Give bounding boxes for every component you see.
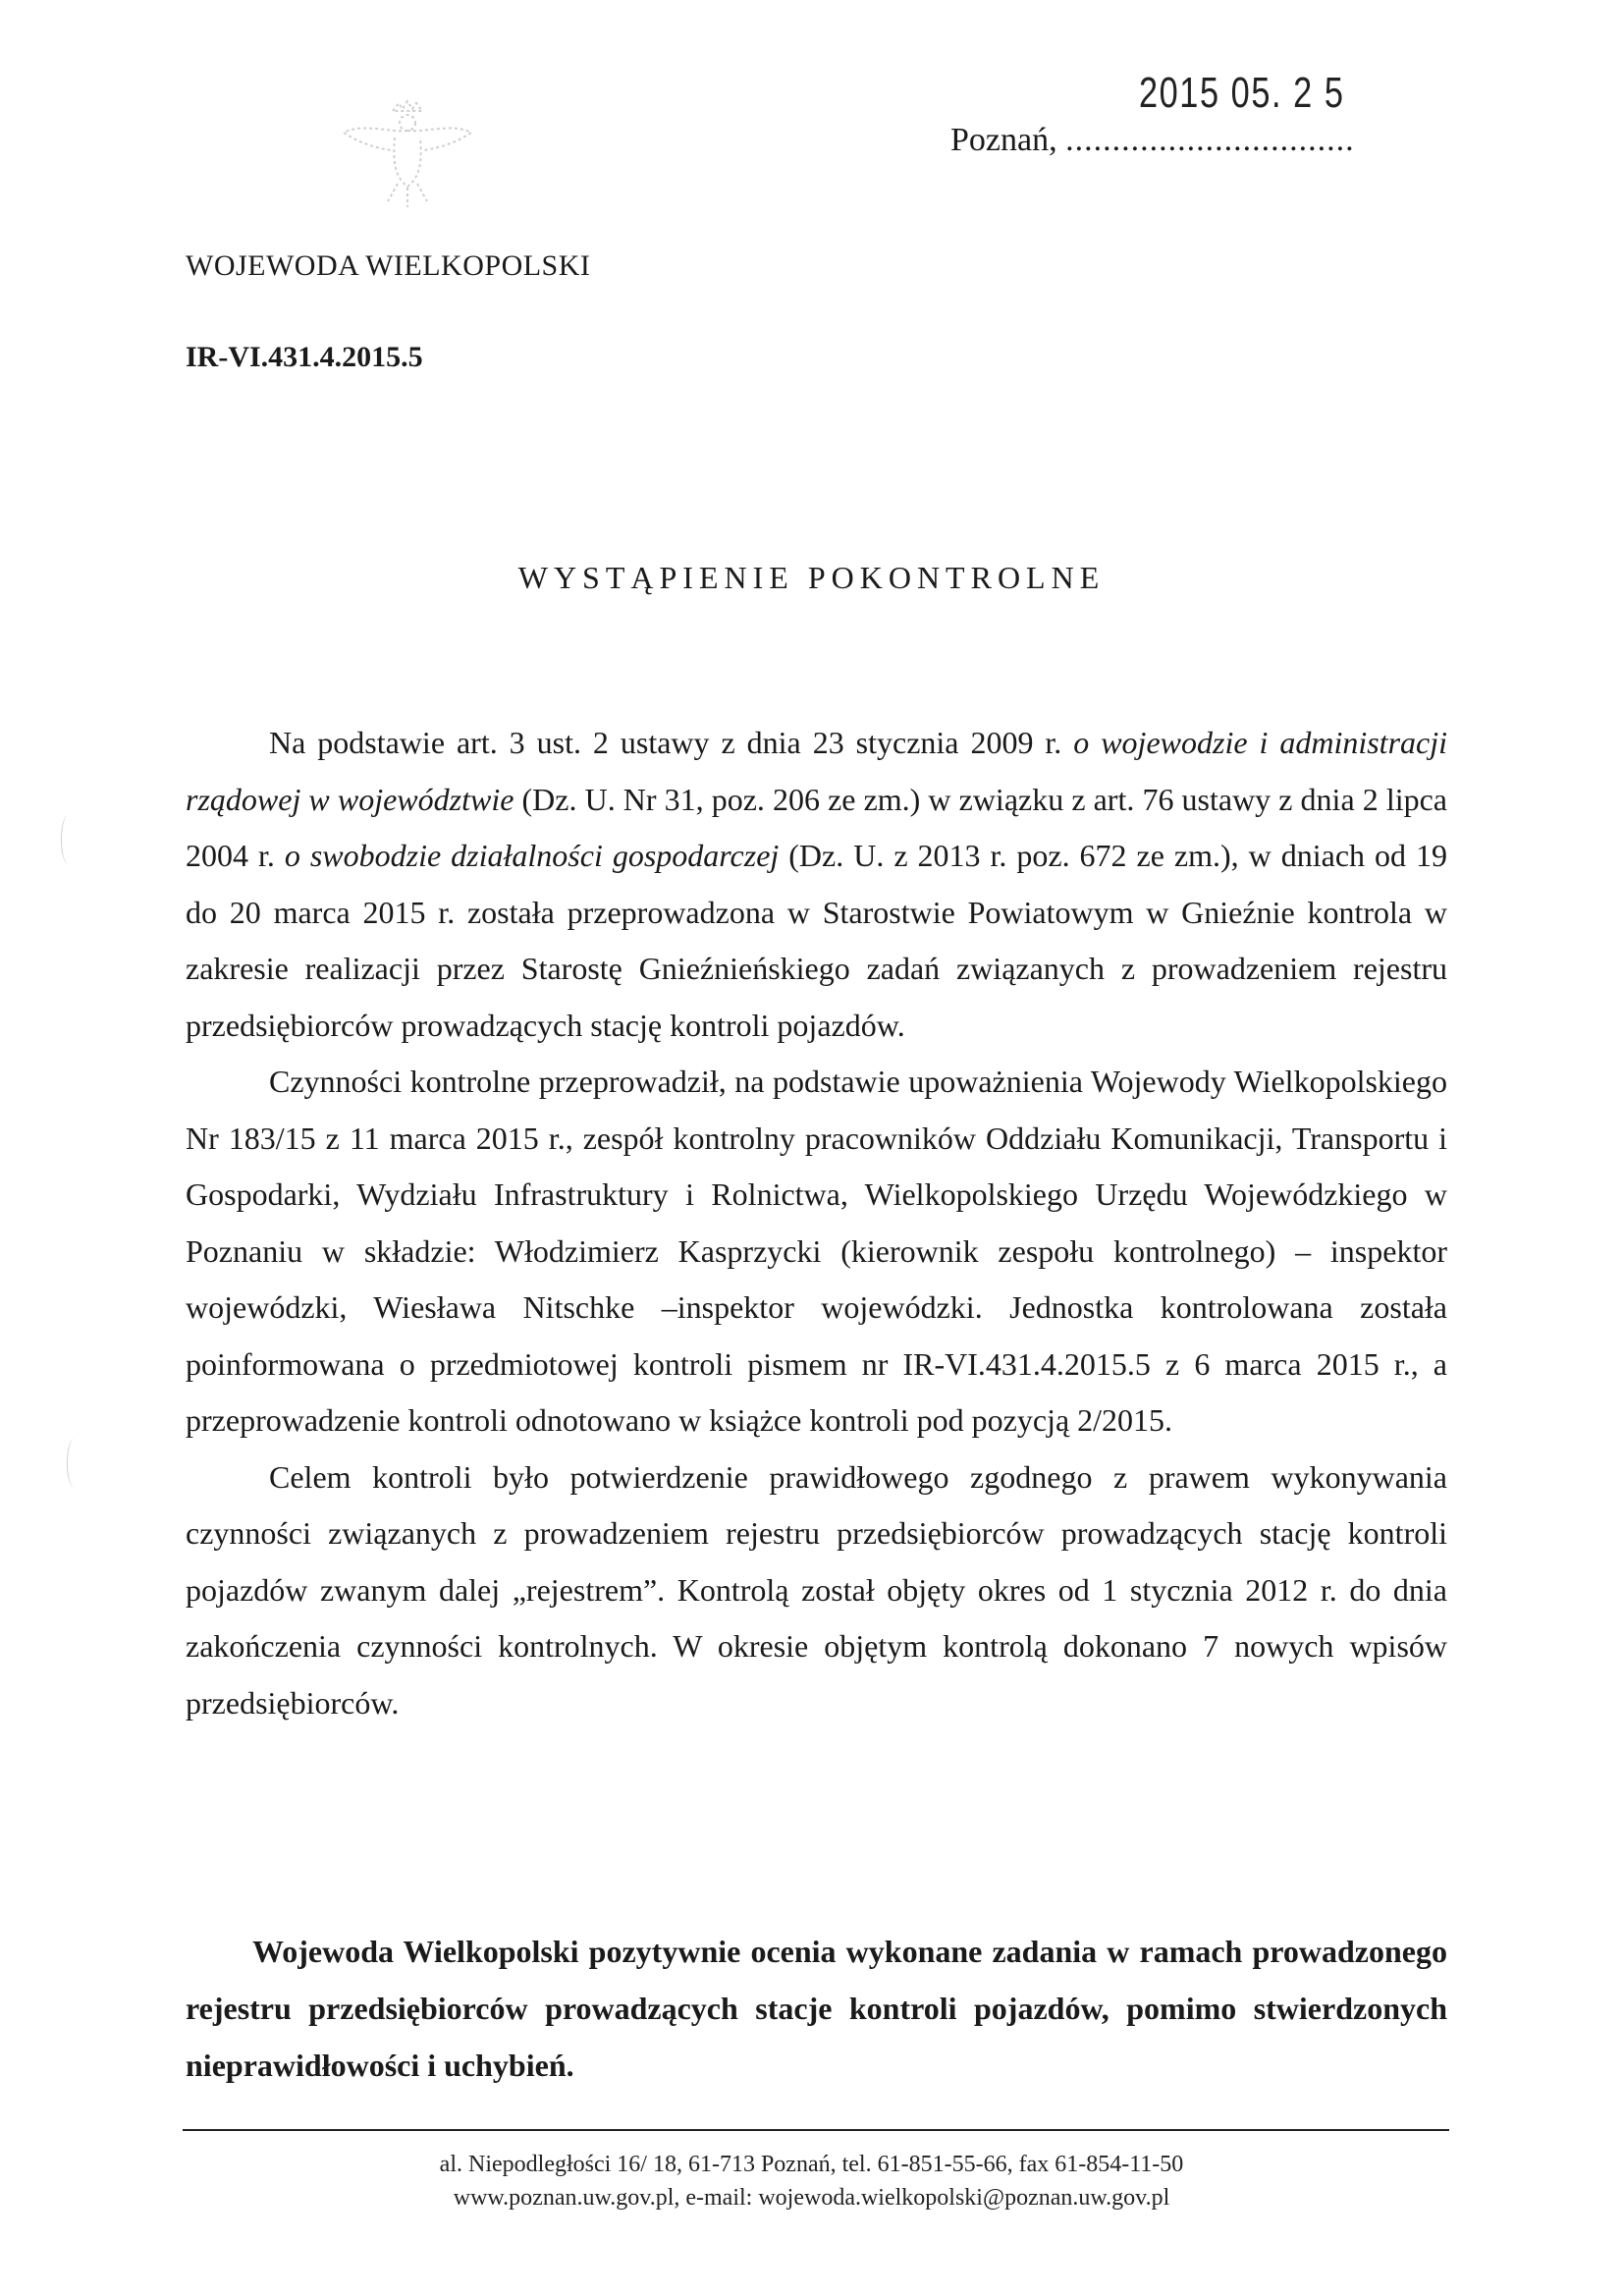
received-date-stamp: 2015 05. 2 5	[1139, 69, 1345, 117]
footer-divider	[183, 2129, 1449, 2131]
white-eagle-emblem-icon	[334, 93, 481, 216]
footer	[0, 2148, 1623, 2214]
document-body	[186, 715, 1447, 1731]
footer-address: al. Niepodległości 16/ 18, 61-713 Poznań, tel. 61-851-55-66, fax 61-854-11-50	[439, 2152, 1184, 2177]
margin-mark	[61, 815, 76, 864]
paragraph-inspection-purpose: Celem kontroli było potwierdzenie prawidłowego zgodnego z prawem wykonywania czynności związanych z prowadzeniem rejestru przedsiębiorców prowadzących stację kontroli pojazdów zwanym dalej „rejestrem”. Kontrolą został objęty okres od 1 stycznia 2012 r. do dnia zakończenia czynności kontrolnych. W okresie objętym kontrolą dokonano 7 nowych wpisów przedsiębiorców.	[186, 1458, 1447, 1721]
date-dots: ...............................	[1065, 122, 1355, 158]
organization-name: WOJEWODA WIELKOPOLSKI	[186, 249, 591, 282]
place-date-line	[950, 122, 1355, 159]
paragraph-inspection-team: Czynności kontrolne przeprowadził, na podstawie upoważnienia Wojewody Wielkopolskiego Nr 183/15 z 11 marca 2015 r., zespół kontrolny pracowników Oddziału Komunikacji, Transportu i Gospodarki, Wydziału Infrastruktury i Rolnictwa, Wielkopolskiego Urzędu Wojewódzkiego w Poznaniu w składzie: Włodzimierz Kasprzycki (kierownik zespołu kontrolnego) – inspektor wojewódzki, Wiesława Nitschke –inspektor wojewódzki. Jednostka kontrolowana została poinformowana o przedmiotowej kontroli pismem nr IR-VI.431.4.2015.5 z 6 marca 2015 r., a przeprowadzenie kontroli odnotowano w książce kontroli pod pozycją 2/2015.	[186, 1064, 1447, 1438]
place-label: Poznań,	[950, 122, 1057, 158]
conclusion-paragraph: Wojewoda Wielkopolski pozytywnie ocenia wykonane zadania w ramach prowadzonego rejestru przedsiębiorców prowadzących stacje kontroli pojazdów, pomimo stwierdzonych nieprawidłowości i uchybień.	[186, 1934, 1447, 2083]
document-title: WYSTĄPIENIE POKONTROLNE	[517, 560, 1106, 595]
paragraph-legal-basis: Na podstawie art. 3 ust. 2 ustawy z dnia 23 stycznia 2009 r. o wojewodzie i administracji rządowej w województwie (Dz. U. Nr 31, poz. 206 ze zm.) w związku z art. 76 ustawy z dnia 2 lipca 2004 r. o swobodzie działalności gospodarczej (Dz. U. z 2013 r. poz. 672 ze zm.), w dniach od 19 do 20 marca 2015 r. została przeprowadzona w Starostwie Powiatowym w Gnieźnie kontrola w zakresie realizacji przez Starostę Gnieźnieńskiego zadań związanych z prowadzeniem rejestru przedsiębiorców prowadzących stację kontroli pojazdów.	[186, 725, 1448, 1043]
case-signature: IR-VI.431.4.2015.5	[186, 341, 423, 373]
footer-contact: www.poznan.uw.gov.pl, e-mail: wojewoda.wielkopolski@poznan.uw.gov.pl	[453, 2185, 1170, 2211]
margin-mark	[67, 1439, 81, 1488]
